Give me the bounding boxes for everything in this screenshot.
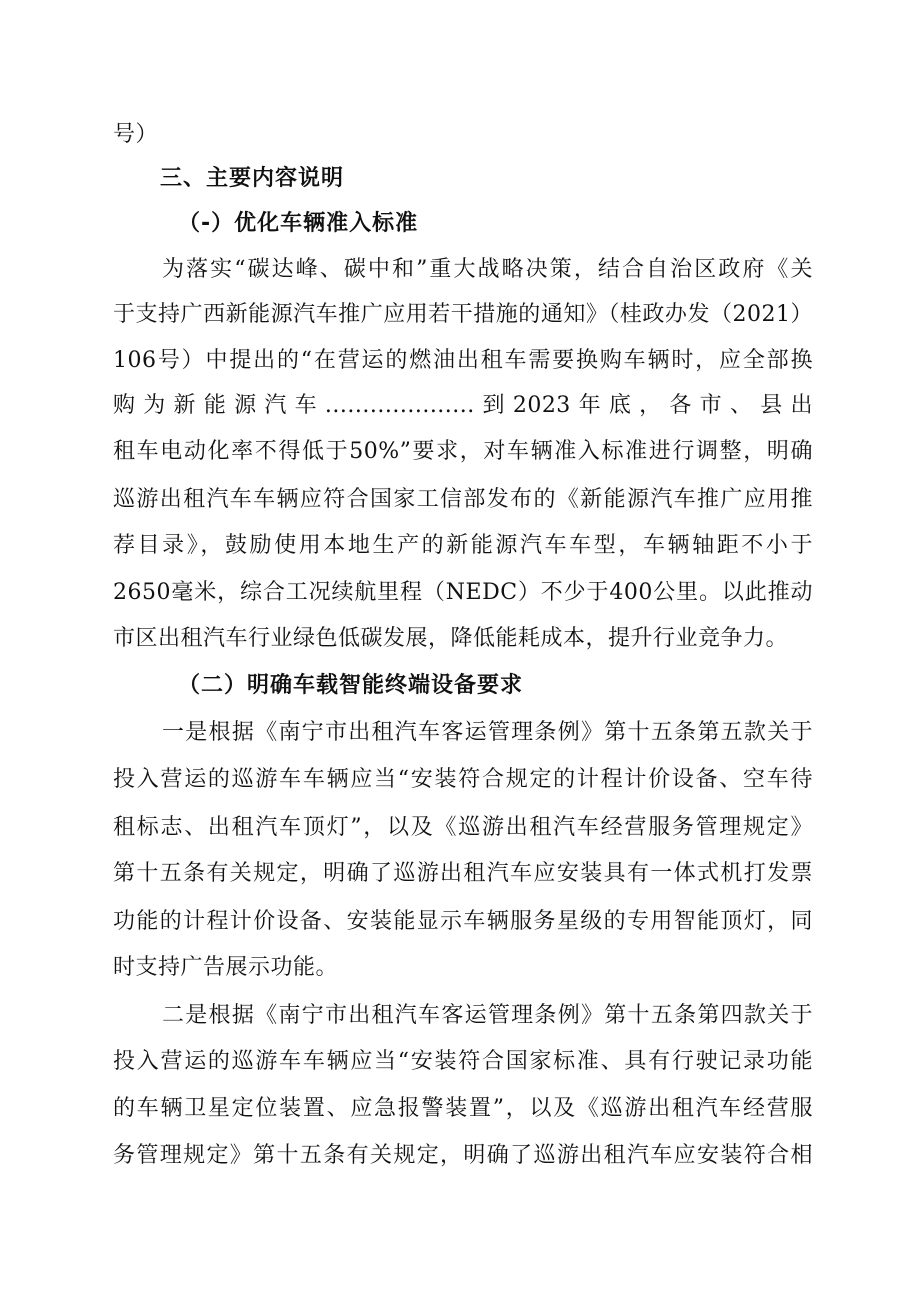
paragraph-3-line: 务管理规定》第十五条有关规定，明确了巡游出租汽车应安装符合相 [113,1143,813,1168]
paragraph-1-line: 荐目录》，鼓励使用本地生产的新能源汽车车型，车辆轴距不小于 [113,533,813,558]
paragraph-2-line: 时支持广告展示功能。 [113,955,339,980]
paragraph-1-line: 106号）中提出的“在营运的燃油出租车需要换购车辆时，应全部换 [113,348,813,373]
subsection-heading-1: （-）优化车辆准入标准 [178,211,419,236]
paragraph-3-line: 投入营运的巡游车车辆应当“安装符合国家标准、具有行驶记录功能 [113,1049,813,1074]
paragraph-1-line: 市区出租汽车行业绿色低碳发展，降低能耗成本，提升行业竞争力。 [113,626,789,651]
text-line: 号） [113,122,159,147]
paragraph-1-line: 为落实“碳达峰、碳中和”重大战略决策，结合自治区政府《关 [162,257,813,282]
paragraph-1-line: 租车电动化率不得低于50%”要求，对车辆准入标准进行调整，明确 [113,439,813,464]
section-heading: 三、主要内容说明 [160,166,345,191]
paragraph-1-line: 2650毫米，综合工况续航里程（NEDC）不少于400公里。以此推动 [113,580,813,605]
paragraph-2-line: 功能的计程计价设备、安装能显示车辆服务星级的专用智能顶灯，同 [113,909,813,934]
paragraph-2-line: 一是根据《南宁市出租汽车客运管理条例》第十五条第五款关于 [162,720,813,745]
paragraph-2-line: 投入营运的巡游车车辆应当“安装符合规定的计程计价设备、空车待 [113,767,813,792]
paragraph-1-line: 于支持广西新能源汽车推广应用若干措施的通知》（桂政办发（2021） [113,302,813,327]
paragraph-3-line: 的车辆卫星定位装置、应急报警装置”，以及《巡游出租汽车经营服 [113,1096,813,1121]
paragraph-2-line: 租标志、出租汽车顶灯”，以及《巡游出租汽车经营服务管理规定》 [113,815,813,840]
subsection-heading-2: （二）明确车载智能终端设备要求 [178,673,524,698]
paragraph-1-line: 巡游出租汽车车辆应符合国家工信部发布的《新能源汽车推广应用推 [113,487,813,512]
paragraph-2-line: 第十五条有关规定，明确了巡游出租汽车应安装具有一体式机打发票 [113,861,813,886]
paragraph-3-line: 二是根据《南宁市出租汽车客运管理条例》第十五条第四款关于 [162,1003,813,1028]
paragraph-1-line: 购为新能源汽车....................到2023年底，各市、县出 [113,393,813,418]
